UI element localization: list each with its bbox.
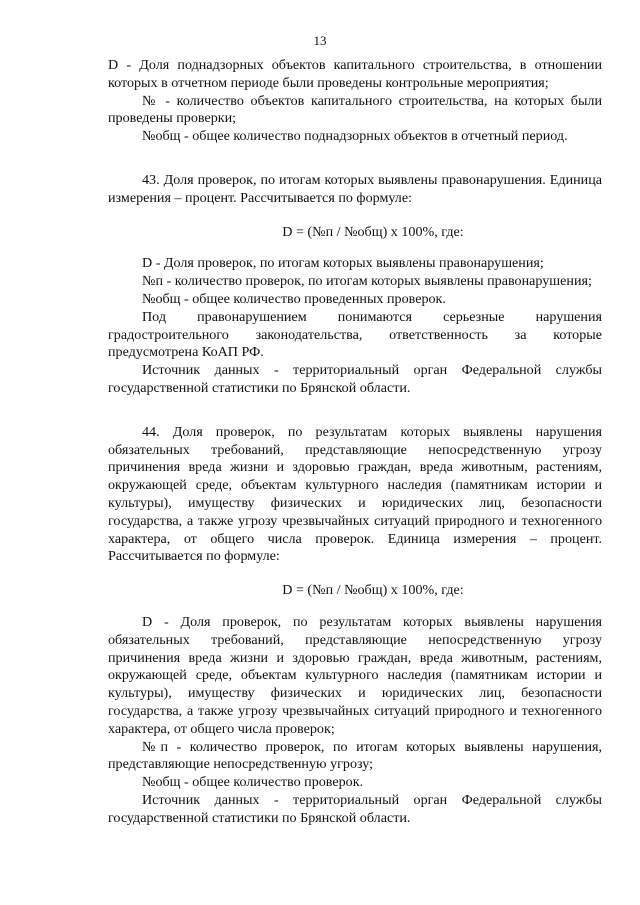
paragraph-item-43-np: №п - количество проверок, по итогам которых выявлены правонарушения;: [142, 273, 592, 290]
paragraph-item-43-n-total: №общ - общее количество проведенных проверок.: [142, 290, 446, 307]
paragraph-item-44-d: D - Доля проверок, по результатам которых выявлены нарушения обязательных требований, представляющие непосредственную угрозу причинения вреда жизни и здоровью граждан, вреда животным, растениям, окружающей среде, объектам культурного наследия (памятникам истории и культуры), имуществу физических и юридических лиц, безопасности государства, а также угрозу чрезвычайных ситуаций природного и техногенного характера, от общего числа проверок;: [108, 613, 602, 737]
paragraph-definition-n: № - количество объектов капитального строительства, на которых были проведены проверки;: [108, 92, 602, 127]
spacer: [108, 600, 602, 614]
paragraph-item-44-source: Источник данных - территориальный орган Федеральной службы государственной статистики по Брянской области.: [108, 791, 602, 826]
spacer: [108, 146, 602, 172]
spacer: [108, 241, 602, 255]
spacer: [108, 208, 602, 224]
paragraph-item-43-source: Источник данных - территориальный орган Федеральной службы государственной статистики по Брянской области.: [108, 362, 602, 396]
document-body: [108, 57, 602, 827]
paragraph-item-43-heading: 43. Доля проверок, по итогам которых выявлены правонарушения. Единица измерения – процент. Рассчитывается по формуле:: [108, 171, 602, 206]
paragraph-item-44-heading: 44. Доля проверок, по результатам которых выявлены нарушения обязательных требований, представляющие непосредственную угрозу причинения вреда жизни и здоровью граждан, вреда животным, растениям, окружающей среде, объектам культурного наследия (памятникам истории и культуры), имуществу физических и юридических лиц, безопасности государства, а также угрозу чрезвычайных ситуаций природного и техногенного характера, от общего числа проверок. Единица измерения – процент. Рассчитывается по формуле:: [108, 423, 602, 565]
paragraph-item-44-np: №п - количество проверок, по итогам которых выявлены нарушения, представляющие непосредственную угрозу;: [108, 738, 602, 773]
paragraph-definition-n-total: №общ - общее количество поднадзорных объектов в отчетный период.: [142, 128, 568, 145]
paragraph-item-44-n-total: №общ - общее количество проверок.: [142, 774, 364, 791]
paragraph-item-43-d: D - Доля проверок, по итогам которых выявлены правонарушения;: [142, 255, 544, 272]
formula-item-43: D = (№п / №общ) х 100%, где:: [282, 223, 464, 240]
paragraph-definition-d-construction: D - Доля поднадзорных объектов капитального строительства, в отношении которых в отчетном периоде были проведены контрольные мероприятия;: [108, 57, 602, 91]
paragraph-item-43-violation-definition: Под правонарушением понимаются серьезные нарушения градостроительного законодательства, ответственность за которые предусмотрена КоАП РФ.: [108, 308, 602, 361]
spacer: [108, 566, 602, 582]
page-number: 13: [313, 33, 327, 48]
formula-item-44: D = (№п / №общ) х 100%, где:: [282, 582, 464, 599]
spacer: [108, 398, 602, 424]
